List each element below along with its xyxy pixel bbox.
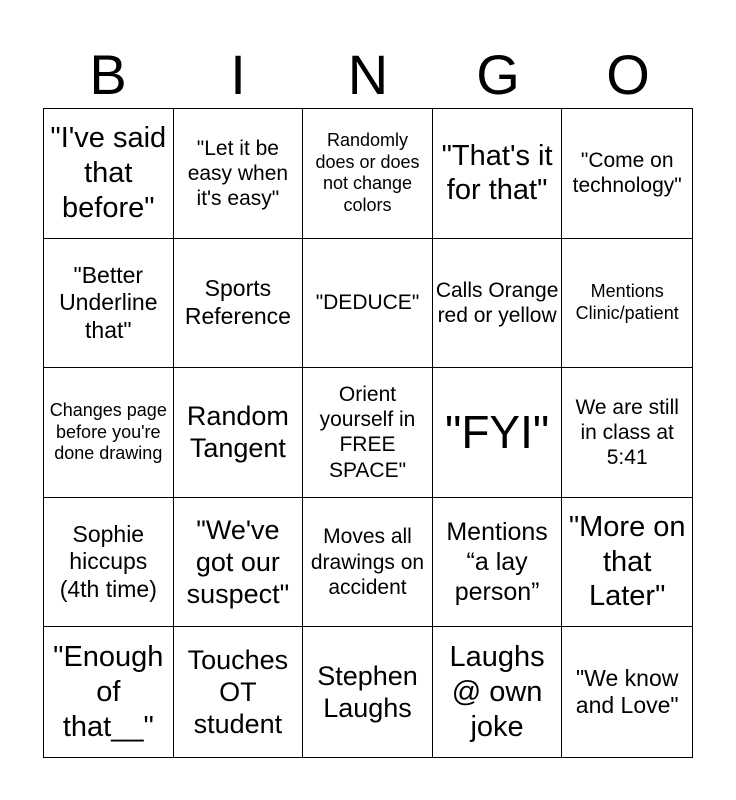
header-letter-b: B [89,43,127,106]
bingo-cell[interactable]: "Enough of that__" [44,627,174,757]
bingo-cell[interactable]: "Come on technology" [562,109,692,239]
header-letter-o: O [606,43,650,106]
bingo-cell[interactable]: Random Tangent [174,368,304,498]
bingo-cell[interactable]: Randomly does or does not change colors [303,109,433,239]
bingo-cell[interactable]: "I've said that before" [44,109,174,239]
bingo-board [43,108,693,758]
bingo-cell[interactable]: "Let it be easy when it's easy" [174,109,304,239]
bingo-cell[interactable]: "We've got our suspect" [174,498,304,628]
bingo-cell[interactable]: Changes page before you're done drawing [44,368,174,498]
bingo-header [43,40,693,110]
bingo-cell[interactable]: Mentions “a lay person” [433,498,563,628]
bingo-cell[interactable]: Calls Orange red or yellow [433,239,563,369]
bingo-cell[interactable]: Stephen Laughs [303,627,433,757]
bingo-cell[interactable]: "We know and Love" [575,664,679,719]
bingo-cell[interactable]: Touches OT student [174,627,304,757]
bingo-cell[interactable]: Laughs @ own joke [433,627,563,757]
bingo-cell[interactable]: "Better Underline that" [44,239,174,369]
bingo-cell[interactable]: "DEDUCE" [303,239,433,369]
header-letter-n: N [347,43,389,106]
bingo-cell[interactable]: Moves all drawings on accident [303,498,433,628]
bingo-cell[interactable]: Sophie hiccups (4th time) [44,498,174,628]
bingo-cell[interactable]: We are still in class at 5:41 [562,368,692,498]
header-letter-g: G [476,43,520,106]
bingo-cell[interactable]: "That's it for that" [433,109,563,239]
bingo-cell[interactable]: Sports Reference [174,239,304,369]
bingo-cell[interactable]: "More on that Later" [562,498,692,628]
bingo-cell[interactable]: Mentions Clinic/patient [562,239,692,369]
bingo-cell[interactable]: Orient yourself in FREE SPACE" [303,368,433,498]
header-letter-i: I [230,43,246,106]
bingo-cell-free[interactable]: "FYI" [433,368,563,498]
